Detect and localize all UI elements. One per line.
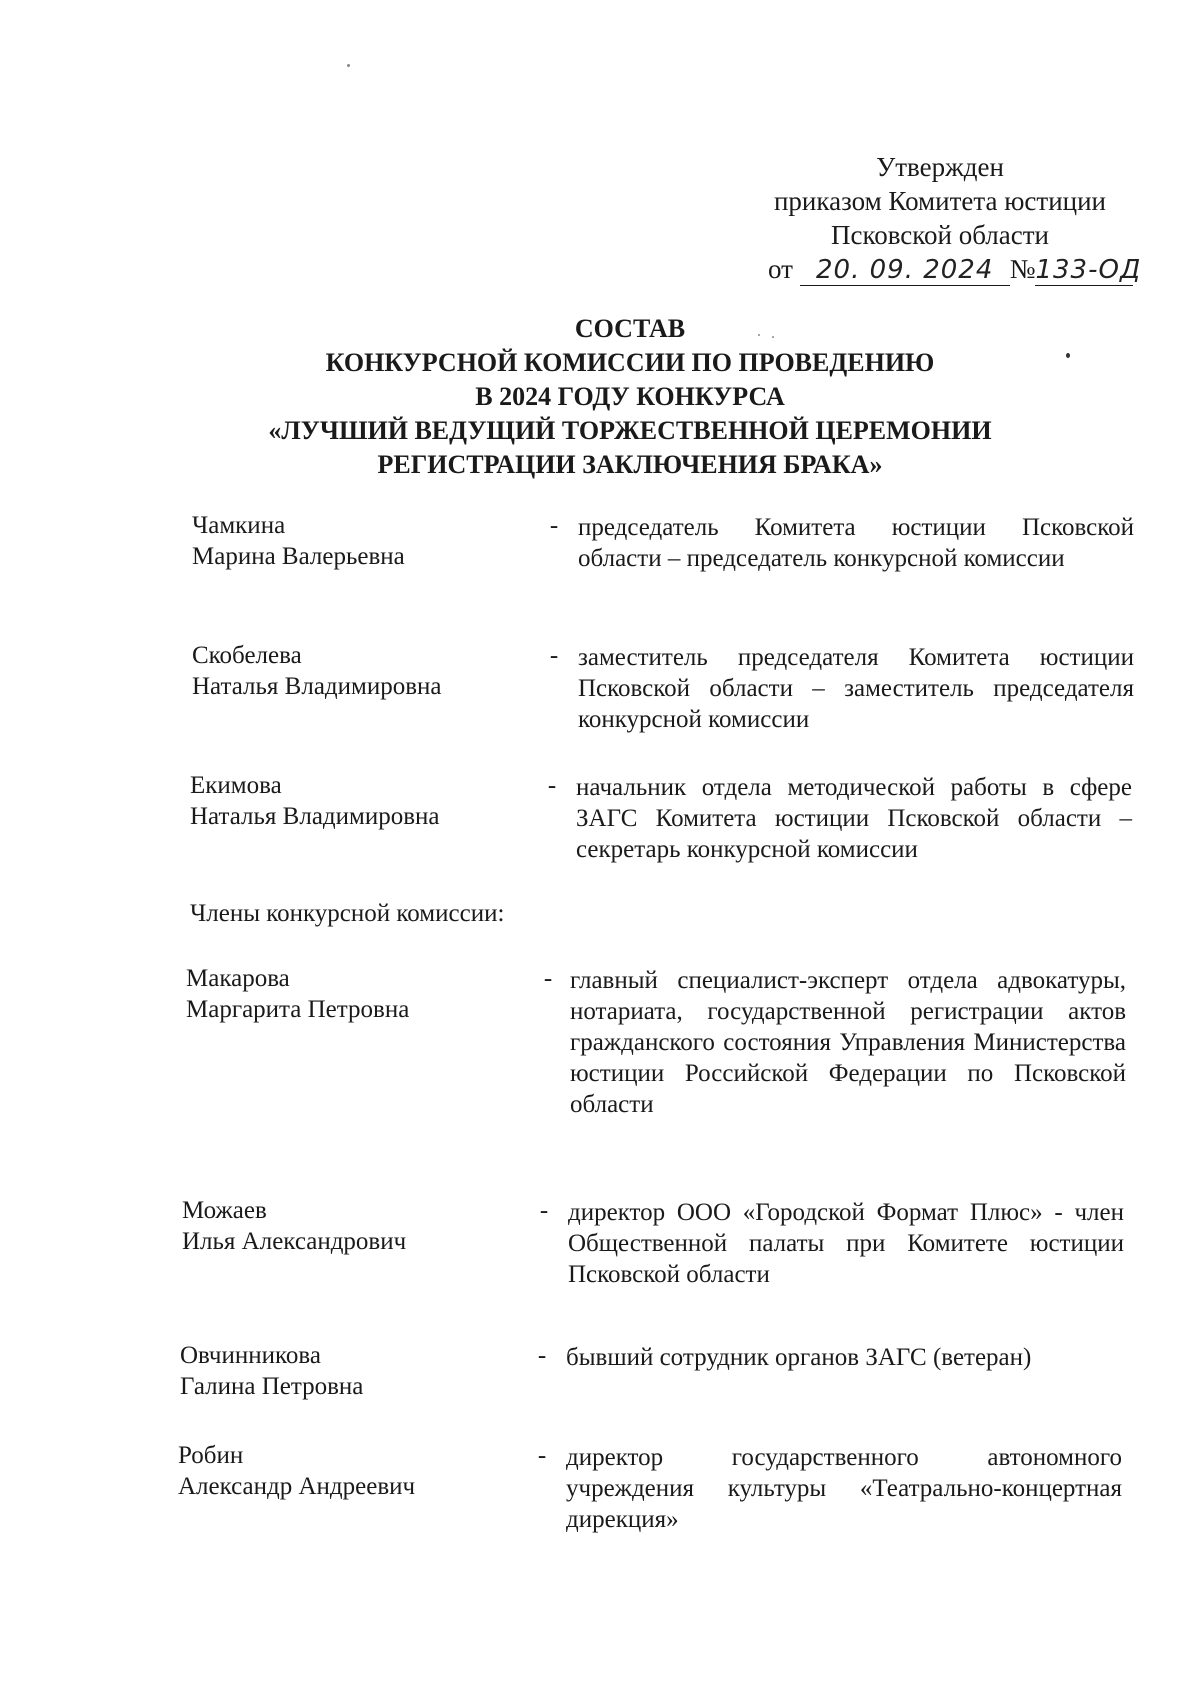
person-given-names: Галина Петровна — [180, 1373, 364, 1400]
title-line-5: РЕГИСТРАЦИИ ЗАКЛЮЧЕНИЯ БРАКА» — [377, 450, 883, 479]
separator-dash: - — [537, 1442, 547, 1469]
commission-entry — [192, 510, 1142, 610]
person-role: директор государственного автономного учреждения культуры «Театрально-концертная дирекция» — [566, 1444, 1122, 1533]
scan-speck — [347, 64, 350, 67]
commission-entry — [192, 640, 1142, 740]
person-surname: Макарова — [186, 965, 290, 992]
scan-speck — [758, 334, 760, 336]
person-name — [182, 1195, 502, 1257]
separator-dash: - — [549, 642, 559, 669]
person-name — [190, 770, 510, 832]
person-name — [192, 510, 512, 572]
title-line-4: «ЛУЧШИЙ ВЕДУЩИЙ ТОРЖЕСТВЕННОЙ ЦЕРЕМОНИИ — [268, 416, 992, 445]
separator-dash: - — [549, 512, 559, 539]
commission-entry — [182, 1195, 1132, 1305]
separator-dash: - — [537, 1342, 547, 1369]
person-surname: Робин — [178, 1442, 244, 1469]
approval-date-line — [740, 252, 1140, 286]
person-name — [180, 1340, 500, 1402]
person-name — [186, 963, 506, 1025]
person-surname: Можаев — [182, 1197, 267, 1224]
separator-dash: - — [539, 1197, 549, 1224]
handwritten-number: 133-ОД — [1035, 255, 1142, 285]
person-given-names: Наталья Владимировна — [190, 803, 440, 830]
commission-entry — [190, 770, 1140, 870]
person-surname: Екимова — [190, 772, 282, 799]
date-prefix: от — [768, 254, 793, 284]
person-role: заместитель председателя Комитета юстиции Псковской области – заместитель председателя конкурсной комиссии — [578, 644, 1134, 733]
handwritten-date: 20. 09. 2024 — [816, 255, 994, 285]
scan-speck — [1066, 353, 1070, 358]
approval-line-2: приказом Комитета юстиции — [773, 186, 1106, 216]
number-prefix: № — [1009, 254, 1036, 284]
title-line-1: СОСТАВ — [574, 314, 686, 343]
person-role: председатель Комитета юстиции Псковской области – председатель конкурсной комиссии — [578, 514, 1134, 572]
person-given-names: Маргарита Петровна — [186, 996, 410, 1023]
date-field — [800, 254, 1010, 286]
members-heading: Члены конкурсной комиссии: — [190, 900, 505, 927]
number-field — [1035, 254, 1142, 286]
person-role: директор ООО «Городской Формат Плюс» - член Общественной палаты при Комитете юстиции Псковской области — [568, 1199, 1124, 1288]
person-given-names: Илья Александрович — [182, 1228, 407, 1255]
commission-entry — [186, 963, 1136, 1153]
person-name — [192, 640, 512, 702]
approval-line-1: Утвержден — [876, 152, 1004, 182]
person-surname: Чамкина — [192, 512, 286, 539]
scan-speck — [772, 336, 774, 338]
person-given-names: Марина Валерьевна — [192, 543, 405, 570]
person-surname: Скобелева — [192, 642, 302, 669]
person-role: главный специалист-эксперт отдела адвокатуры, нотариата, государственной регистрации актов гражданского состояния Управления Министерства юстиции Российской Федерации по Псковской области — [570, 967, 1126, 1118]
person-surname: Овчинникова — [180, 1342, 321, 1369]
approval-block — [740, 150, 1140, 286]
person-role: бывший сотрудник органов ЗАГС (ветеран) — [566, 1344, 1032, 1371]
commission-entry — [180, 1340, 1130, 1410]
person-role: начальник отдела методической работы в сфере ЗАГС Комитета юстиции Псковской области – секретарь конкурсной комиссии — [576, 774, 1132, 863]
document-title — [200, 312, 1060, 482]
title-line-2: КОНКУРСНОЙ КОМИССИИ ПО ПРОВЕДЕНИЮ — [325, 348, 935, 377]
separator-dash: - — [543, 965, 553, 992]
title-line-3: В 2024 ГОДУ КОНКУРСА — [475, 382, 785, 411]
separator-dash: - — [547, 772, 557, 799]
person-name — [178, 1440, 498, 1502]
person-given-names: Наталья Владимировна — [192, 673, 442, 700]
commission-entry — [178, 1440, 1128, 1540]
approval-line-3: Псковской области — [830, 220, 1049, 250]
person-given-names: Александр Андреевич — [178, 1473, 416, 1500]
